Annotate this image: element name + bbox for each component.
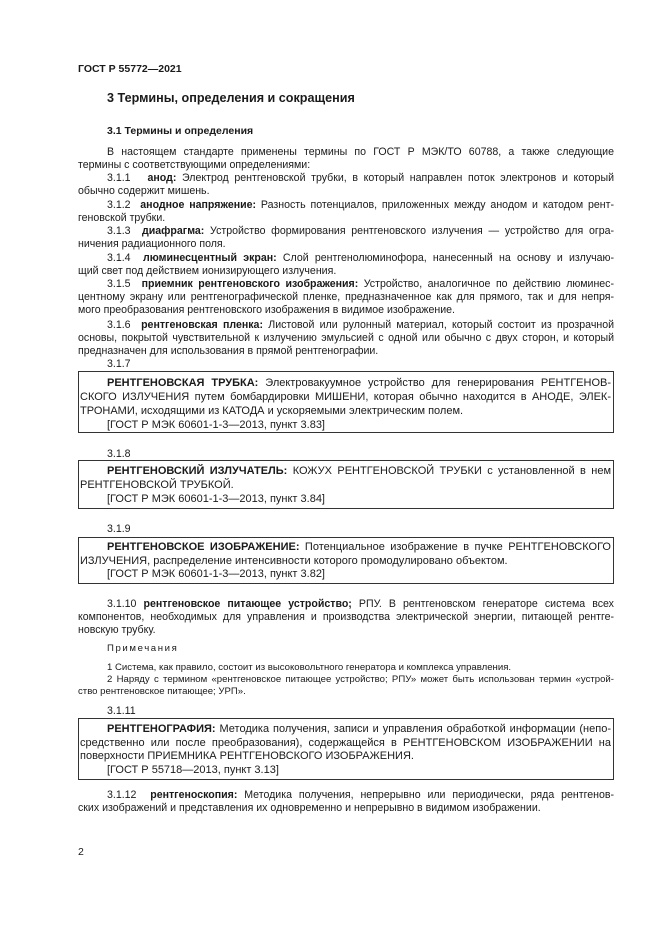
term-number: 3.1.1 xyxy=(107,172,131,184)
note-item: 1 Система, как правило, состоит из высоковольтного генератора и комплекса управления. xyxy=(107,662,512,673)
intro-line: В настоящем стандарте применены термины по ГОСТ Р МЭК/ТО 60788, а также следующие xyxy=(107,146,614,158)
term-source-reference: [ГОСТ Р 55718—2013, пункт 3.13] xyxy=(107,763,279,776)
term-definition-line: Листовой или рулонный материал, который состоит из прозрачной xyxy=(268,319,615,331)
notes-list xyxy=(78,662,614,698)
term-definition-line: новскую трубку. xyxy=(78,624,156,637)
note-item: 2 Наряду с термином «рентгеновское питающее устройство; РПУ» может быть использован термин «устрой- xyxy=(107,674,614,685)
notes-title: Примечания xyxy=(107,643,179,654)
term-3-1-8 xyxy=(80,464,611,506)
term-number: 3.1.7 xyxy=(107,358,131,370)
term-number: 3.1.12 xyxy=(107,789,137,801)
term-name: РЕНТГЕНОВСКОЕ ИЗОБРАЖЕНИЕ: xyxy=(107,541,300,553)
term-definition-line: центному экрану или рентгенографической пленке, предназначенное как для прямого, так и для непря- xyxy=(78,291,614,304)
term-definition-line: ТРОНАМИ, исходящими из КАТОДА и ускоряемыми электрическим полем. xyxy=(80,405,464,417)
term-name: РЕНТГЕНОВСКАЯ ТРУБКА: xyxy=(107,377,259,389)
term-3-1-5 xyxy=(78,278,614,318)
term-name: диафрагма: xyxy=(142,225,205,237)
term-name: РЕНТГЕНОГРАФИЯ: xyxy=(107,723,216,735)
term-definition-line: Методика получения, непрерывно или периодически, ряда рентгенов- xyxy=(244,789,614,801)
term-definition-line: обычно содержит мишень. xyxy=(78,185,210,198)
term-definition-line: Методика получения, записи и управления обработкой информации (непо- xyxy=(219,723,611,735)
term-number: 3.1.8 xyxy=(107,448,131,460)
term-definition-line: геновской трубки. xyxy=(78,212,166,225)
term-name: люминесцентный экран: xyxy=(143,252,277,264)
term-definition-line: ИЗЛУЧЕНИЯ, распределение интенсивности которого промодулировано объектом. xyxy=(80,554,508,567)
term-definition-line: Устройство, аналогичное по действию люминес- xyxy=(363,278,615,290)
term-name: анод: xyxy=(147,172,177,184)
subsection-title: 3.1 Термины и определения xyxy=(107,125,254,137)
term-number: 3.1.10 xyxy=(107,598,137,610)
term-name: приемник рентгеновского изображения: xyxy=(141,278,359,290)
term-definition-line: РПУ. В рентгеновском генераторе система всех xyxy=(358,598,614,610)
term-number: 3.1.6 xyxy=(107,319,131,331)
term-definition-line: РЕНТГЕНОВСКОЙ ТРУБКОЙ. xyxy=(80,479,234,491)
term-3-1-4 xyxy=(78,252,614,278)
term-number: 3.1.9 xyxy=(107,523,131,535)
term-definition-line: СКОГО ИЗЛУЧЕНИЯ путем бомбардировки МИШЕНИ, которая обычно находится в АНОДЕ, ЭЛЕК- xyxy=(80,391,611,403)
term-3-1-12 xyxy=(78,789,614,815)
term-definition-line: основы, покрытой чувствительной к излучению эмульсией с одной или обычно с двух сторон, и который xyxy=(78,332,614,345)
term-definition-line: Слой рентгенолюминофора, нанесенный на основу и излучаю- xyxy=(282,252,615,264)
term-definition-line: Электрод рентгеновской трубки, в который направлен поток электронов и который xyxy=(182,172,614,184)
term-definition-line: КОЖУХ РЕНТГЕНОВСКОЙ ТРУБКИ с установленной в нем xyxy=(292,465,612,477)
note-item: ство рентгеновское питающее; УРП». xyxy=(78,686,246,697)
term-name: РЕНТГЕНОВСКИЙ ИЗЛУЧАТЕЛЬ: xyxy=(107,465,288,477)
term-number: 3.1.3 xyxy=(107,225,131,237)
term-name: рентгеновское питающее устройство; xyxy=(143,598,352,610)
term-definition-line: компонентов, необходимых для управления и производства электрической энергии, питающей рентге- xyxy=(78,611,614,624)
term-3-1-3 xyxy=(78,225,614,251)
term-3-1-1 xyxy=(78,172,614,198)
term-3-1-7 xyxy=(80,376,611,432)
term-number: 3.1.5 xyxy=(107,278,131,290)
term-name: анодное напряжение: xyxy=(140,199,257,211)
term-3-1-10 xyxy=(78,598,614,638)
intro-paragraph xyxy=(78,146,614,172)
term-definition-line: поверхности ПРИЕМНИКА РЕНТГЕНОВСКОГО ИЗОБРАЖЕНИЯ. xyxy=(80,750,414,762)
section-title: 3 Термины, определения и сокращения xyxy=(107,91,355,105)
term-source-reference: [ГОСТ Р МЭК 60601-1-3—2013, пункт 3.83] xyxy=(107,419,325,431)
document-header: ГОСТ Р 55772—2021 xyxy=(78,63,182,75)
term-definition-line: ничения радиационного поля. xyxy=(78,238,226,251)
term-definition-line: ских изображений и представления их одновременно и непрерывно в видимом изображении. xyxy=(78,802,541,815)
term-3-1-6 xyxy=(78,319,614,359)
term-definition-line: Потенциальное изображение в пучке РЕНТГЕНОВСКОГО xyxy=(304,541,611,553)
term-source-reference: [ГОСТ Р МЭК 60601-1-3—2013, пункт 3.84] xyxy=(107,493,325,505)
page-number: 2 xyxy=(78,846,84,858)
term-3-1-11 xyxy=(80,723,611,777)
term-number: 3.1.11 xyxy=(107,705,136,717)
term-definition-line: Разность потенциалов, приложенных между анодом и катодом рент- xyxy=(260,199,614,211)
term-definition-line: щий свет под действием ионизирующего излучения. xyxy=(78,265,337,278)
term-definition-line: мого преобразования рентгеновского изображения в видимое изображение. xyxy=(78,304,455,317)
intro-line: термины с соответствующими определениями: xyxy=(78,159,311,172)
term-definition-line: средственно или после преобразования), содержащейся в РЕНТГЕНОВСКОМ ИЗОБРАЖЕНИИ на xyxy=(80,736,611,749)
term-definition-line: предназначен для использования в прямой рентгенографии. xyxy=(78,345,379,358)
term-name: рентгеновская пленка: xyxy=(141,319,263,331)
term-definition-line: Электровакуумное устройство для генерирования РЕНТГЕНОВ- xyxy=(265,377,611,389)
term-3-1-2 xyxy=(78,199,614,225)
term-number: 3.1.4 xyxy=(107,252,131,264)
term-source-reference: [ГОСТ Р МЭК 60601-1-3—2013, пункт 3.82] xyxy=(107,568,325,580)
term-3-1-9 xyxy=(80,541,611,582)
term-definition-line: Устройство формирования рентгеновского излучения — устройство для огра- xyxy=(210,225,615,237)
term-number: 3.1.2 xyxy=(107,199,131,211)
term-name: рентгеноскопия: xyxy=(150,789,238,801)
